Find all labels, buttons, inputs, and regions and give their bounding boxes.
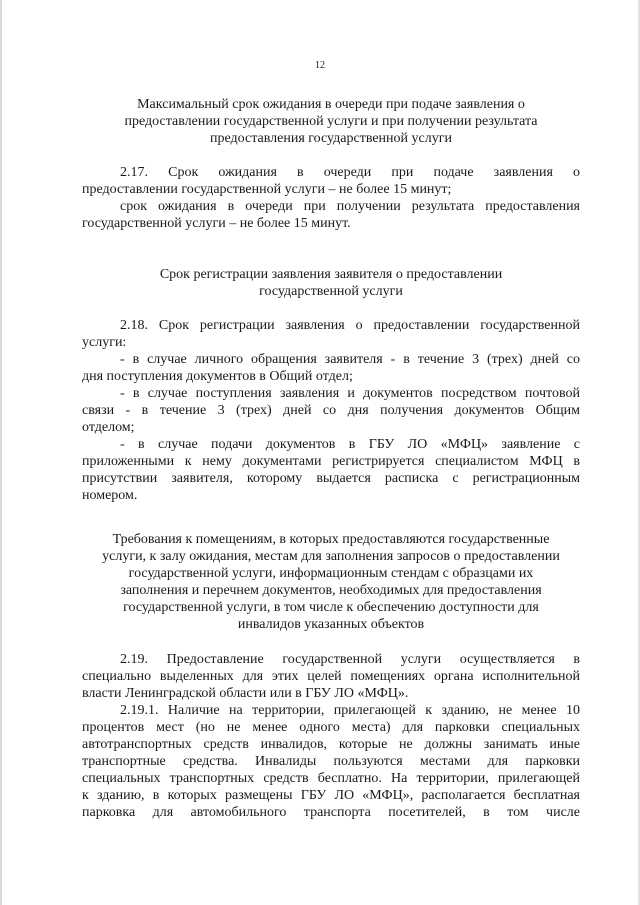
section-218-body: 2.18. Срок регистрации заявления о предоставлении государственной услуги: - в случае личного обращения заявителя - в течение 3 (трех) дней со дня поступления документов в Общий отдел; - в случае поступления заявления и документов посредством почтовой связи - в течение 3 (трех) дней со дня получения документов Общим отделом; - в случае подачи документов в ГБУ ЛО «МФЦ» заявление с приложенными к нему документами регистрируется специалистом МФЦ в присутствии заявителя, которому выдается расписка с регистрационным номером. [82, 318, 580, 503]
section-217-body: 2.17. Срок ожидания в очереди при подаче заявления о предоставлении государственной услуги – не более 15 минут; срок ожидания в очереди при получении результата предоставления государственной услуги – не более 15 минут. [82, 165, 580, 231]
section-218-heading: Срок регистрации заявления заявителя о предоставлении государственной услуги [159, 267, 503, 299]
section-219-body: 2.19. Предоставление государственной услуги осуществляется в специально выделенных для этих целей помещениях органа исполнительной власти Ленинградской области или в ГБУ ЛО «МФЦ». 2.19.1. Наличие на территории, прилегающей к зданию, не менее 10 процентов мест (но не менее одного места) для парковки специальных автотранспортных средств инвалидов, которые не должны занимать иные транспортные средства. Инвалиды пользуются местами для парковки специальных транспортных средств бесплатно. На территории, прилегающей к зданию, в которых размещены ГБУ ЛО «МФЦ», располагается бесплатная парковка для автомобильного транспорта посетителей, в том числе [82, 652, 580, 820]
section-217-heading: Максимальный срок ожидания в очереди при подаче заявления о предоставлении государственной услуги и при получении результата предоставления государственной услуги [124, 97, 538, 146]
page-number: 12 [315, 60, 325, 71]
section-219-heading: Требования к помещениям, в которых предоставляются государственные услуги, к залу ожидания, местам для заполнения запросов о предоставлении государственной услуги, информационным стендам с образцами их заполнения и перечнем документов, необходимых для предоставления государственной услуги, в том числе к обеспечению доступности для инвалидов указанных объектов [102, 532, 560, 632]
scan-edge-left [0, 0, 2, 905]
